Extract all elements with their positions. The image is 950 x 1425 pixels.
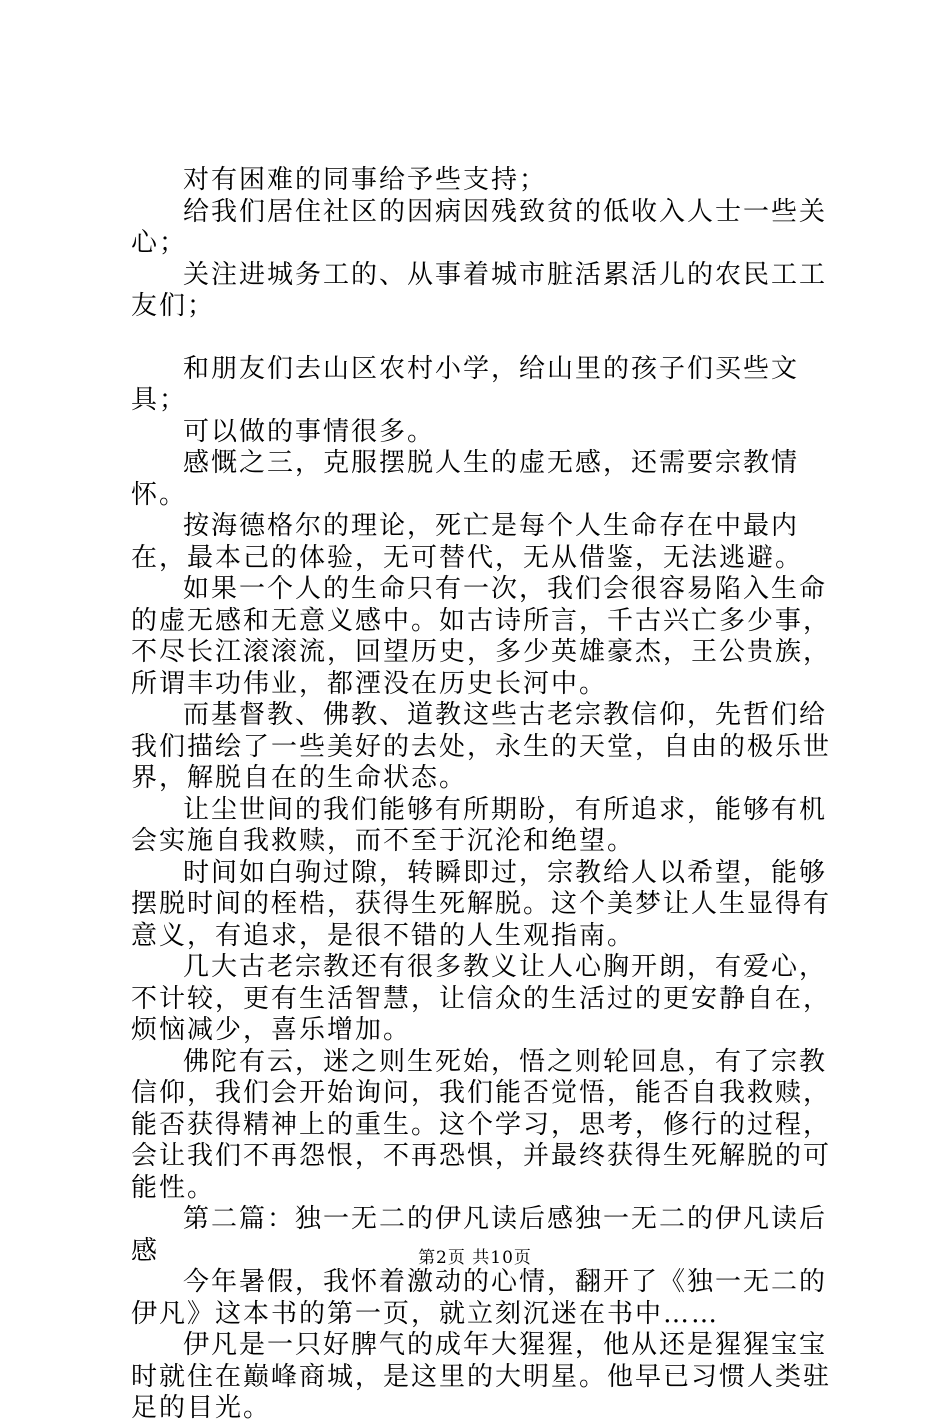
paragraph-4: 和朋友们去山区农村小学，给山里的孩子们买些文具； <box>131 353 800 415</box>
paragraph-7: 按海德格尔的理论，死亡是每个人生命存在中最内在，最本己的体验，无可替代，无从借鉴，无法逃避。 <box>131 511 804 573</box>
section-heading: 第二篇：独一无二的伊凡读后感独一无二的伊凡读后感 <box>131 1204 828 1266</box>
paragraph-8: 如果一个人的生命只有一次，我们会很容易陷入生命的虚无感和无意义感中。如古诗所言，千古兴亡多少事，不尽长江滚滚流，回望历史，多少英雄豪杰，王公贵族，所谓丰功伟业，都湮没在历史长河中。 <box>131 574 832 699</box>
paragraph-12: 几大古老宗教还有很多教义让人心胸开朗，有爱心，不计较，更有生活智慧，让信众的生活过的更安静自在，烦恼减少，喜乐增加。 <box>131 952 832 1045</box>
paragraph-6: 感慨之三，克服摆脱人生的虚无感，还需要宗教情怀。 <box>131 448 800 510</box>
paragraph-16: 伊凡是一只好脾气的成年大猩猩，他从还是猩猩宝宝时就住在巅峰商城，是这里的大明星。他早已习惯人类驻足的目光。 <box>131 1330 832 1423</box>
paragraph-2: 给我们居住社区的因病因残致贫的低收入人士一些关心； <box>131 196 828 258</box>
paragraph-10: 让尘世间的我们能够有所期盼，有所追求，能够有机会实施自我救赎，而不至于沉沦和绝望。 <box>131 794 828 856</box>
paragraph-1: 对有困难的同事给予些支持； <box>183 165 548 195</box>
paragraph-5: 可以做的事情很多。 <box>183 416 436 447</box>
document-body <box>131 165 851 1425</box>
paragraph-13: 佛陀有云，迷之则生死始，悟之则轮回息，有了宗教信仰，我们会开始询问，我们能否觉悟，能否自我救赎，能否获得精神上的重生。这个学习，思考，修行的过程，会让我们不再怨恨，不再恐惧，并最终获得生死解脱的可能性。 <box>131 1046 832 1203</box>
page-number-footer: 第2页 共10页 <box>418 1248 532 1268</box>
paragraph-15: 今年暑假，我怀着激动的心情，翻开了《独一无二的伊凡》这本书的第一页，就立刻沉迷在书中…… <box>131 1267 828 1329</box>
paragraph-11: 时间如白驹过隙，转瞬即过，宗教给人以希望，能够摆脱时间的桎梏，获得生死解脱。这个美梦让人生显得有意义，有追求，是很不错的人生观指南。 <box>131 857 832 951</box>
paragraph-9: 而基督教、佛教、道教这些古老宗教信仰，先哲们给我们描绘了一些美好的去处，永生的天堂，自由的极乐世界，解脱自在的生命状态。 <box>131 700 832 793</box>
paragraph-3: 关注进城务工的、从事着城市脏活累活儿的农民工工友们； <box>131 259 828 321</box>
